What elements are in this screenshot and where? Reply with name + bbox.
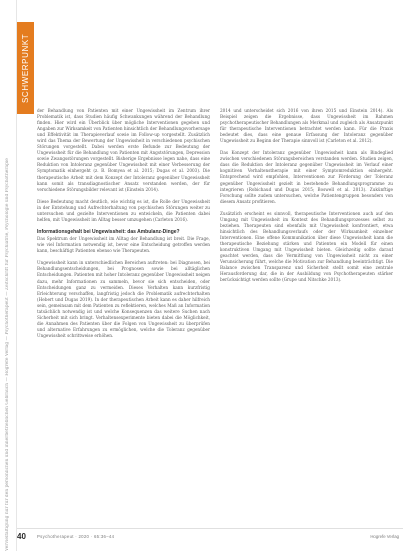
paragraph: Zusätzlich erscheint es sinnvoll, therapeutische Interventionen auch auf den Umgang mit Ungewissheit im Kontext des Behandlungsprozesses selbst zu beziehen. Therapeuten sind ebenfalls mit Ungewissheit konfrontiert, etwa hinsichtlich des Behandlungsverlaufs oder der Wirksamkeit einzelner Interventionen. Eine offene Kommunikation über diese Ungewissheit kann die therapeutische Beziehung stärken und Patienten ein Modell für einen konstruktiven Umgang mit Ungewissheit bieten. Gleichzeitig sollte darauf geachtet werden, dass die Vermittlung von Ungewissheit nicht zu einer Verunsicherung führt, welche die Motivation zur Behandlung beeinträchtigt. Die Balance zwischen Transparenz und Sicherheit stellt somit eine zentrale Herausforderung dar, die in der Ausbildung von Psychotherapeuten stärker berücksichtigt werden sollte (Grupe und Nitschke 2013).	[220, 210, 393, 283]
rail-copyright-text: Vervielfältigung nur für den persönlichen und innerbetrieblichen Gebrauch — Hogrefe Verlag — Psychotherapeut — Zeitschrift für Psychiatrie, Psychologie und Psychotherapie	[5, 158, 10, 551]
journal-citation: Psychotherapeut · 2020 · 65:36–44	[37, 534, 115, 539]
publisher-name: Hogrefe Verlag	[370, 534, 399, 539]
section-heading: Informationsgehalt bei Ungewissheit: das Ambulanz-Dinge?	[37, 228, 180, 235]
section-label: SCHWERPUNKT	[21, 33, 30, 103]
paragraph: 2014 und unterscheidet sich 2016 von ihren 2015 und Einstein 2014). Als Beispiel zeigen die Ergebnisse, dass Ungewissheit im Rahmen psychotherapeutischer Behandlungen als Merkmal und zugleich als Ansatzpunkt für therapeutische Interventionen betrachtet werden kann. Für die Praxis bedeutet dies, dass eine genaue Erfassung der Intoleranz gegenüber Ungewissheit zu Beginn der Therapie sinnvoll ist (Carleton et al. 2012).	[220, 108, 393, 144]
paragraph: Ungewissheit kann in unterschiedlichen Bereichen auftreten: bei Diagnosen, bei Behandlungsentscheidungen, bei Prognosen sowie bei alltäglichen Entscheidungen. Patienten mit hoher Intoleranz gegenüber Ungewissheit neigen dazu, mehr Informationen zu sammeln, bevor sie sich entscheiden, oder Entscheidungen ganz zu vermeiden. Dieses Verhalten kann kurzfristig Erleichterung verschaffen, langfristig jedoch die Problematik aufrechterhalten (Hebert und Dugas 2019). In der therapeutischen Arbeit kann es daher hilfreich sein, gemeinsam mit dem Patienten zu reflektieren, welches Maß an Information tatsächlich notwendig ist und welche Konsequenzen das weitere Suchen nach Sicherheit mit sich bringt. Verhaltensexperimente bieten dabei die Möglichkeit, die Annahmen des Patienten über die Folgen von Ungewissheit zu überprüfen und alternative Erfahrungen zu ermöglichen, welche die Toleranz gegenüber Ungewissheit schrittweise erhöhen.	[37, 260, 210, 338]
left-text-column	[37, 108, 210, 540]
page-number: 40	[17, 532, 26, 541]
paragraph: Das Spektrum der Ungewissheit im Alltag der Behandlung ist breit. Die Frage, wie viel Information notwendig ist, bevor eine Entscheidung getroffen werden kann, beschäftigt Patienten ebenso wie Therapeuten.	[37, 236, 210, 254]
paragraph: Diese Bedeutung macht deutlich, wie wichtig es ist, die Rolle der Ungewissheit in der Entstehung und Aufrechterhaltung von psychischen Störungen weiter zu untersuchen und gezielte Interventionen zu entwickeln, die Patienten dabei helfen, mit Ungewissheit im Alltag besser umzugehen (Carleton 2016).	[37, 198, 210, 222]
paragraph: der Behandlung von Patienten mit einer Ungewissheit im Zentrum ihrer Problematik ist, dass Studien häufig Schwankungen während der Behandlung finden. Hier wird ein Überblick über mögliche Interventionen gegeben und Angaben zur Wirksamkeit von Patienten hinsichtlich der Behandlungsvorhersage und Effektivität im Therapieverlauf sowie im Follow-up vorgestellt. Zusätzlich wird das Thema der Bewertung der Ungewissheit in verschiedenen psychischen Störungen vorgestellt. Dabei werden erste Befunde zur Bedeutung der Ungewissheit für die Behandlung von Patienten mit Angststörungen, Depression sowie Zwangsstörungen vorgestellt. Bisherige Ergebnisse legen nahe, dass eine Reduktion von Intoleranz gegenüber Ungewissheit mit einer Verbesserung der Symptomatik einhergeht (z. B. Bomyea et al. 2015; Dugas et al. 2003). Die therapeutische Arbeit mit dem Konzept der Intoleranz gegenüber Ungewissheit kann somit als transdiagnostischer Ansatz verstanden werden, der für verschiedene Störungsbilder relevant ist (Einstein 2014).	[37, 108, 210, 192]
paragraph: Das Konzept der Intoleranz gegenüber Ungewissheit kann als Bindeglied zwischen verschiedenen Störungsbereichen verstanden werden. Studien zeigen, dass die Reduktion der Intoleranz gegenüber Ungewissheit im Verlauf einer kognitiven Verhaltenstherapie mit einer Symptomreduktion einhergeht. Entsprechend wird empfohlen, Interventionen zur Förderung der Toleranz gegenüber Ungewissheit gezielt in bestehende Behandlungsprogramme zu integrieren (Robichaud und Dugas 2015; Boswell et al. 2013). Zukünftige Forschung sollte zudem untersuchen, welche Patientengruppen besonders von diesem Ansatz profitieren.	[220, 150, 393, 204]
right-text-column	[220, 108, 393, 540]
left-margin-rail	[0, 0, 17, 551]
page-footer	[17, 528, 403, 543]
